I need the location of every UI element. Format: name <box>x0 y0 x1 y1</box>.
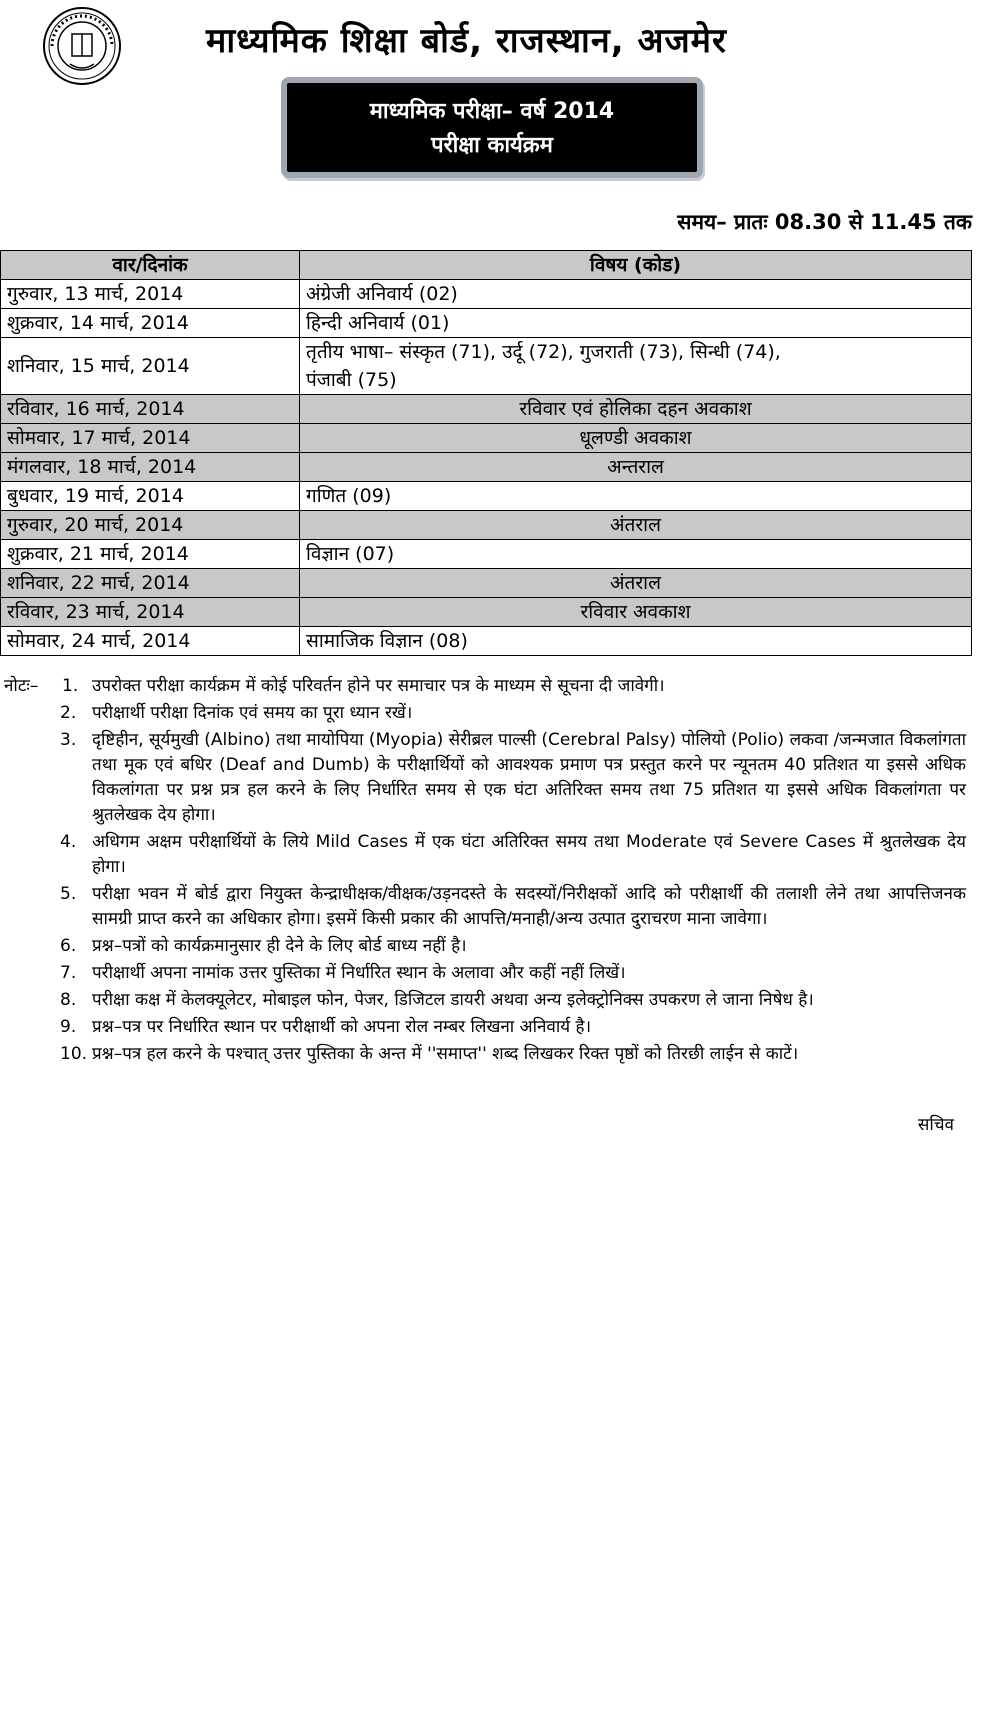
note-number: 3. <box>60 730 77 750</box>
note-text: दृष्टिहीन, सूर्यमुखी (Albino) तथा मायोपिया (Myopia) सेरीब्रल पाल्सी (Cerebral Palsy) पोलियो (Polio) लकवा /जन्मजात विकलांगता तथा मूक एवं बधिर (Deaf and Dumb) के परीक्षार्थियों को आवश्यक प्रमाण पत्र प्रस्तुत करने पर न्यूनतम 40 प्रतिशत या इससे अधिक विकलांगता पर प्रश्न प्रत्र हल करने के लिए निर्धारित समय से एक घंटा अतिरिक्त समय तथा 75 प्रतिशत या इससे अधिक विकलांगता पर श्रुतलेखक देय होगा। <box>92 730 966 825</box>
row-date: रविवार, 23 मार्च, 2014 <box>1 598 300 627</box>
row-subject: अंतराल <box>300 569 972 598</box>
table-header-row <box>1 251 972 280</box>
note-text: प्रश्न–पत्रों को कार्यक्रमानुसार ही देने के लिए बोर्ड बाध्य नहीं है। <box>92 936 467 956</box>
note-item <box>4 1015 966 1040</box>
row-subject: गणित (09) <box>300 482 972 511</box>
note-item <box>4 674 966 699</box>
row-subject: सामाजिक विज्ञान (08) <box>300 627 972 656</box>
signature: सचिव <box>917 1115 954 1135</box>
note-number: 9. <box>60 1017 77 1037</box>
note-item <box>4 701 966 726</box>
notes-section <box>4 674 966 1069</box>
header-subject: विषय (कोड) <box>300 251 972 280</box>
note-number: 2. <box>60 703 77 723</box>
table-row <box>1 540 972 569</box>
row-date: बुधवार, 19 मार्च, 2014 <box>1 482 300 511</box>
table-row <box>1 598 972 627</box>
note-item <box>4 934 966 959</box>
exam-banner <box>281 77 703 178</box>
board-seal-icon <box>42 6 122 86</box>
notes-prefix: नोटः– <box>4 676 39 696</box>
note-number: 8. <box>60 990 77 1010</box>
row-subject: विज्ञान (07) <box>300 540 972 569</box>
note-item <box>4 988 966 1013</box>
row-subject: हिन्दी अनिवार्य (01) <box>300 309 972 338</box>
note-text: प्रश्न–पत्र हल करने के पश्चात् उत्तर पुस्तिका के अन्त में ''समाप्त'' शब्द लिखकर रिक्त पृष्ठों को तिरछी लाईन से काटें। <box>92 1044 799 1064</box>
note-item <box>4 1042 966 1067</box>
note-number: 7. <box>60 963 77 983</box>
note-text: परीक्षार्थी अपना नामांक उत्तर पुस्तिका में निर्धारित स्थान के अलावा और कहीं नहीं लिखें। <box>92 963 626 983</box>
row-date: शुक्रवार, 14 मार्च, 2014 <box>1 309 300 338</box>
note-number: 10. <box>60 1044 88 1064</box>
exam-schedule-table <box>0 250 972 656</box>
row-date: शुक्रवार, 21 मार्च, 2014 <box>1 540 300 569</box>
note-item <box>4 882 966 932</box>
row-subject: अन्तराल <box>300 453 972 482</box>
row-subject: रविवार एवं होलिका दहन अवकाश <box>300 395 972 424</box>
exam-time: समय– प्रातः 08.30 से 11.45 तक <box>677 210 972 234</box>
table-row <box>1 453 972 482</box>
exam-subtitle: परीक्षा कार्यक्रम <box>431 133 553 158</box>
row-subject-line: तृतीय भाषा– संस्कृत (71), उर्दू (72), गुजराती (73), सिन्धी (74), <box>306 341 781 363</box>
table-row <box>1 511 972 540</box>
note-text: अधिगम अक्षम परीक्षार्थियों के लिये Mild Cases में एक घंटा अतिरिक्त समय तथा Moderate एवं Severe Cases में श्रुतलेखक देय होगा। <box>92 832 966 877</box>
table-row <box>1 569 972 598</box>
note-number: 1. <box>62 676 79 696</box>
row-date: शनिवार, 22 मार्च, 2014 <box>1 569 300 598</box>
note-number: 6. <box>60 936 77 956</box>
row-subject: अंतराल <box>300 511 972 540</box>
row-subject <box>300 338 972 395</box>
note-number: 4. <box>60 832 77 852</box>
row-date: शनिवार, 15 मार्च, 2014 <box>1 338 300 395</box>
row-subject: अंग्रेजी अनिवार्य (02) <box>300 280 972 309</box>
note-text: परीक्षार्थी परीक्षा दिनांक एवं समय का पूरा ध्यान रखें। <box>92 703 413 723</box>
row-date: रविवार, 16 मार्च, 2014 <box>1 395 300 424</box>
note-item <box>4 961 966 986</box>
table-row <box>1 395 972 424</box>
note-text: प्रश्न–पत्र पर निर्धारित स्थान पर परीक्षार्थी को अपना रोल नम्बर लिखना अनिवार्य है। <box>92 1017 592 1037</box>
table-row <box>1 482 972 511</box>
note-text: परीक्षा भवन में बोर्ड द्वारा नियुक्त केन्द्राधीक्षक/वीक्षक/उड़नदस्ते के सदस्यों/निरीक्षकों आदि को परीक्षार्थी की तलाशी लेने तथा आपत्तिजनक सामग्री प्राप्त करने का अधिकार होगा। इसमें किसी प्रकार की आपत्ति/मनाही/अन्य उत्पात दुराचरण माना जावेगा। <box>92 884 966 929</box>
header-date: वार/दिनांक <box>1 251 300 280</box>
row-date: सोमवार, 24 मार्च, 2014 <box>1 627 300 656</box>
row-subject-line: पंजाबी (75) <box>306 369 397 391</box>
row-subject: रविवार अवकाश <box>300 598 972 627</box>
note-number: 5. <box>60 884 77 904</box>
note-text: परीक्षा कक्ष में केलक्यूलेटर, मोबाइल फोन, पेजर, डिजिटल डायरी अथवा अन्य इलेक्ट्रोनिक्स उपकरण ले जाना निषेध है। <box>92 990 814 1010</box>
row-subject: धूलण्डी अवकाश <box>300 424 972 453</box>
row-date: गुरुवार, 20 मार्च, 2014 <box>1 511 300 540</box>
note-item <box>4 728 966 828</box>
row-date: सोमवार, 17 मार्च, 2014 <box>1 424 300 453</box>
table-row <box>1 280 972 309</box>
note-item <box>4 830 966 880</box>
row-date: मंगलवार, 18 मार्च, 2014 <box>1 453 300 482</box>
table-row <box>1 338 972 395</box>
table-row <box>1 627 972 656</box>
table-row <box>1 309 972 338</box>
table-row <box>1 424 972 453</box>
row-date: गुरुवार, 13 मार्च, 2014 <box>1 280 300 309</box>
note-text: उपरोक्त परीक्षा कार्यक्रम में कोई परिवर्तन होने पर समाचार पत्र के माध्यम से सूचना दी जावेगी। <box>92 676 665 696</box>
exam-title: माध्यमिक परीक्षा– वर्ष 2014 <box>369 99 615 124</box>
board-title: माध्यमिक शिक्षा बोर्ड, राजस्थान, अजमेर <box>206 21 727 61</box>
